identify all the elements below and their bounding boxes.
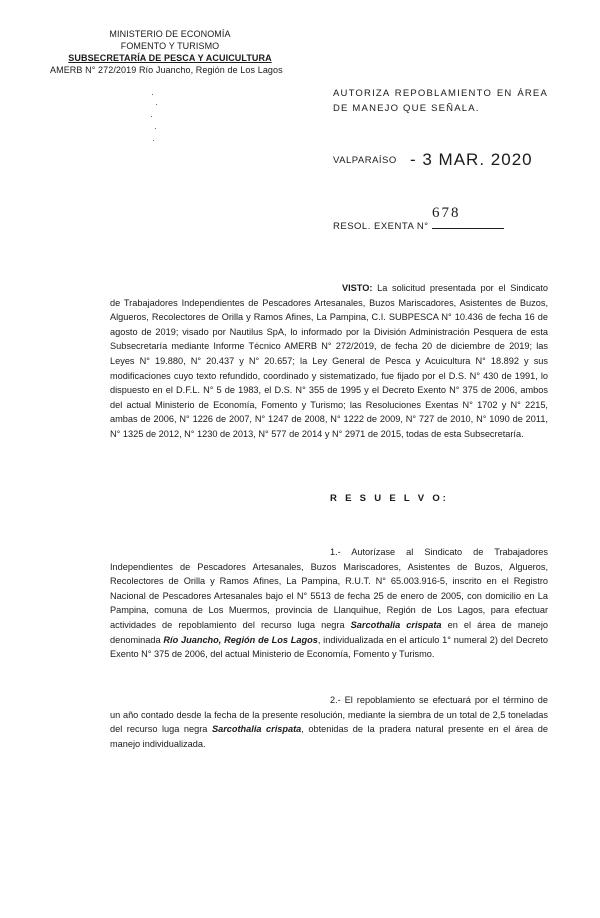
resuelvo-heading: R E S U E L V O: <box>330 493 449 504</box>
visto-text: La solicitud presentada por el Sindicato de Trabajadores Independientes de Pescadores Artesanales, Buzos Mariscadores, Asistentes de Buzos, Algueros, Recolectores de Orilla y Ramos Afines, La Pampina, C.I. SUBPESCA N° 10.436 de fecha 16 de agosto de 2019; visado por Nautilus SpA, lo informado por la División Administración Pesquera de esta Subsecretaría mediante Informe Técnico AMERB N° 272/2019, de fecha 20 de diciembre de 2019; las Leyes N° 19.880, N° 20.437 y N° 20.657; la Ley General de Pesca y Acuicultura N° 18.892 y sus modificaciones cuyo texto refundido, coordinado y sistematizado, fue fijado por el D.S. N° 430 de 1991, lo dispuesto en el D.F.L. N° 5 de 1983, el D.S. N° 355 de 1995 y el Decreto Exento N° 375 de 2006, ambos del actual Ministerio de Economía, Fomento y Turismo; las Resoluciones Exentas N° 1702 y N° 2215, ambas de 2006, N° 1226 de 2007, N° 1247 de 2008, N° 1222 de 2009, N° 727 de 2010, N° 1090 de 2011, N° 1325 de 2012, N° 1230 de 2013, N° 577 de 2014 y N° 2971 de 2015, todas de esta Subsecretaría. <box>110 283 548 439</box>
article-1-tail: , individualizada en el artículo 1° numeral 2) del Decreto Exento N° 375 de 2006, del actual Ministerio de Economía, Fomento y Turismo. <box>110 634 548 660</box>
amerb-reference: AMERB N° 272/2019 Río Juancho, Región de Los Lagos <box>50 65 283 75</box>
document-subject: AUTORIZA REPOBLAMIENTO EN ÁREA DE MANEJO QUE SEÑALA. <box>333 88 548 114</box>
resolution-line <box>333 220 504 232</box>
resolution-label: RESOL. EXENTA N° <box>333 221 429 232</box>
article-1-species: Sarcothalia crispata <box>350 619 442 630</box>
resolution-number: 678 <box>432 205 461 221</box>
article-1-area: Río Juancho, Región de Los Lagos <box>163 634 318 645</box>
subsecretariat-name: SUBSECRETARÍA DE PESCA Y ACUICULTURA <box>68 53 272 63</box>
visto-paragraph <box>110 281 548 442</box>
article-1-mid: en el área de manejo denominada <box>110 619 548 645</box>
article-2 <box>110 693 548 751</box>
article-1-lead: 1.- Autorízase al Sindicato de Trabajadores Independientes de Pescadores Artesanales, Buzos Mariscadores, Asistentes de Buzos, Algueros, Recolectores de Orilla y Ramos Afines, La Pampina, R.U.T. N° 65.003.916-5, inscrito en el Registro Nacional de Pescadores Artesanales bajo el N° 5513 de fecha 25 de enero de 2005, con domicilio en La Pampina, comuna de Los Muermos, provincia de Llanquihue, Región de Los Lagos, para efectuar actividades de repoblamiento del recurso luga negra <box>110 547 548 630</box>
visto-label: VISTO: <box>342 283 373 293</box>
letterhead <box>40 28 300 76</box>
scan-specks <box>150 90 160 150</box>
place-label: VALPARAÍSO <box>333 155 397 166</box>
ministry-name: MINISTERIO DE ECONOMÍA <box>109 29 231 39</box>
resolution-blank <box>432 220 504 229</box>
article-2-species: Sarcothalia crispata <box>211 724 302 735</box>
article-2-tail: , obtenidas de la pradera natural presente en el área de manejo individualizada. <box>110 724 548 749</box>
date-stamp: - 3 MAR. 2020 <box>410 150 533 169</box>
article-1 <box>110 545 548 662</box>
ministry-subtitle: FOMENTO Y TURISMO <box>120 41 220 51</box>
article-2-lead: 2.- El repoblamiento se efectuará por el término de un año contado desde la fecha de la presente resolución, mediante la siembra de un total de 2,5 toneladas del recurso luga negra <box>110 695 548 735</box>
